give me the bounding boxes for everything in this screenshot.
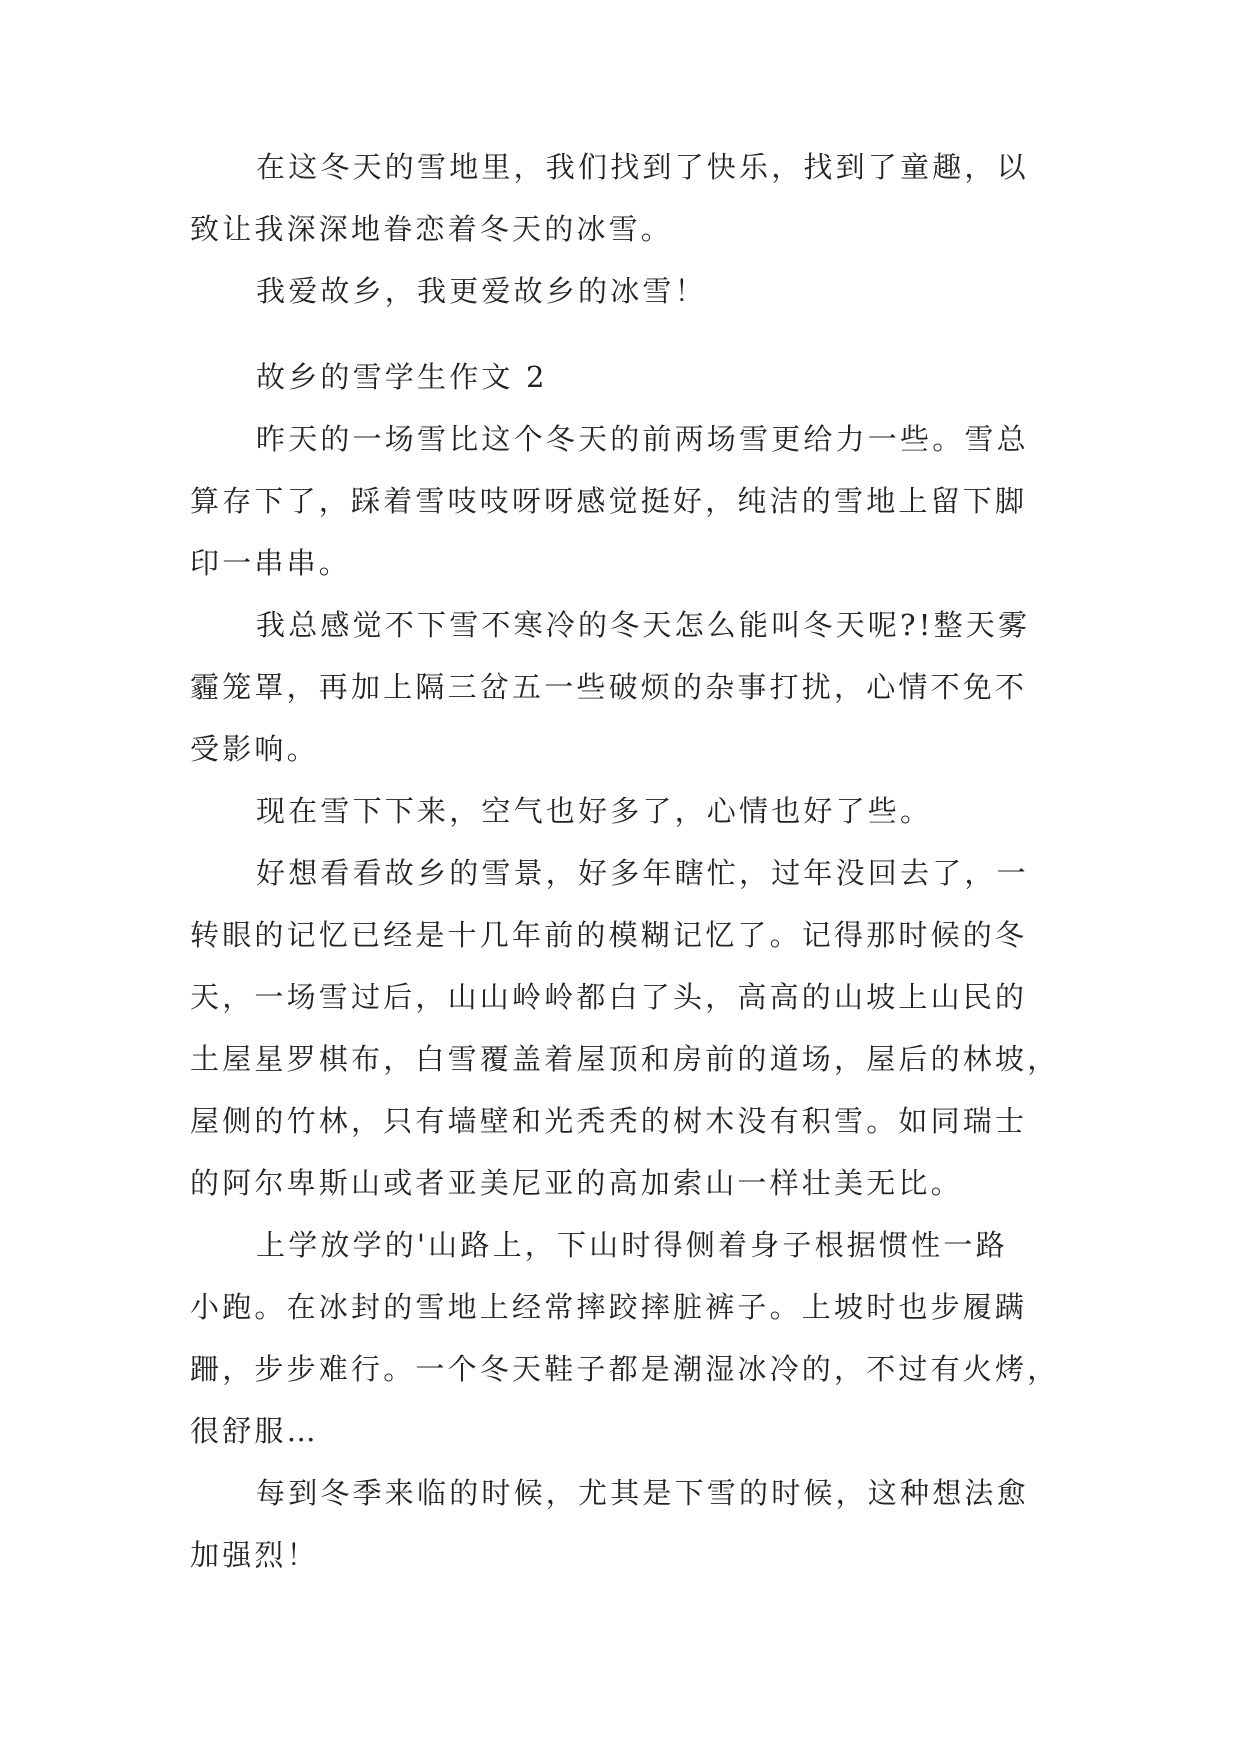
paragraph-line: 算存下了，踩着雪吱吱呀呀感觉挺好，纯洁的雪地上留下脚 xyxy=(190,484,1028,518)
paragraph-line: 屋侧的竹林，只有墙壁和光秃秃的树木没有积雪。如同瑞士 xyxy=(190,1104,1028,1138)
paragraph-line: 转眼的记忆已经是十几年前的模糊记忆了。记得那时候的冬 xyxy=(190,918,1028,952)
paragraph-line: 我爱故乡，我更爱故乡的冰雪！ xyxy=(256,274,707,308)
paragraph-line: 很舒服… xyxy=(190,1414,319,1448)
paragraph-line: 天，一场雪过后，山山岭岭都白了头，高高的山坡上山民的 xyxy=(190,980,1028,1014)
paragraph-line: 受影响。 xyxy=(190,732,319,766)
paragraph-line: 在这冬天的雪地里，我们找到了快乐，找到了童趣，以 xyxy=(256,150,1029,184)
paragraph-line: 现在雪下下来，空气也好多了，心情也好了些。 xyxy=(256,794,933,828)
paragraph-line: 上学放学的'山路上，下山时得侧着身子根据惯性一路 xyxy=(256,1228,1008,1262)
paragraph-line: 好想看看故乡的雪景，好多年瞎忙，过年没回去了，一 xyxy=(256,856,1029,890)
paragraph-line: 每到冬季来临的时候，尤其是下雪的时候，这种想法愈 xyxy=(256,1476,1029,1510)
paragraph-line: 霾笼罩，再加上隔三岔五一些破烦的杂事打扰，心情不免不 xyxy=(190,670,1028,704)
paragraph-line: 小跑。在冰封的雪地上经常摔跤摔脏裤子。上坡时也步履蹒 xyxy=(190,1290,1028,1324)
paragraph-line: 加强烈！ xyxy=(190,1538,319,1572)
paragraph-line: 致让我深深地眷恋着冬天的冰雪。 xyxy=(190,212,674,246)
section-title: 故乡的雪学生作文 2 xyxy=(256,360,548,394)
paragraph-line: 印一串串。 xyxy=(190,546,352,580)
paragraph-line: 昨天的一场雪比这个冬天的前两场雪更给力一些。雪总 xyxy=(256,422,1029,456)
paragraph-line: 跚，步步难行。一个冬天鞋子都是潮湿冰冷的，不过有火烤， xyxy=(190,1352,1060,1386)
section-2 xyxy=(190,346,1062,1586)
paragraph-line: 我总感觉不下雪不寒冷的冬天怎么能叫冬天呢?!整天雾 xyxy=(256,608,1031,642)
paragraph-line: 的阿尔卑斯山或者亚美尼亚的高加索山一样壮美无比。 xyxy=(190,1166,963,1200)
paragraph-line: 土屋星罗棋布，白雪覆盖着屋顶和房前的道场，屋后的林坡， xyxy=(190,1042,1060,1076)
section-1 xyxy=(190,136,1062,322)
